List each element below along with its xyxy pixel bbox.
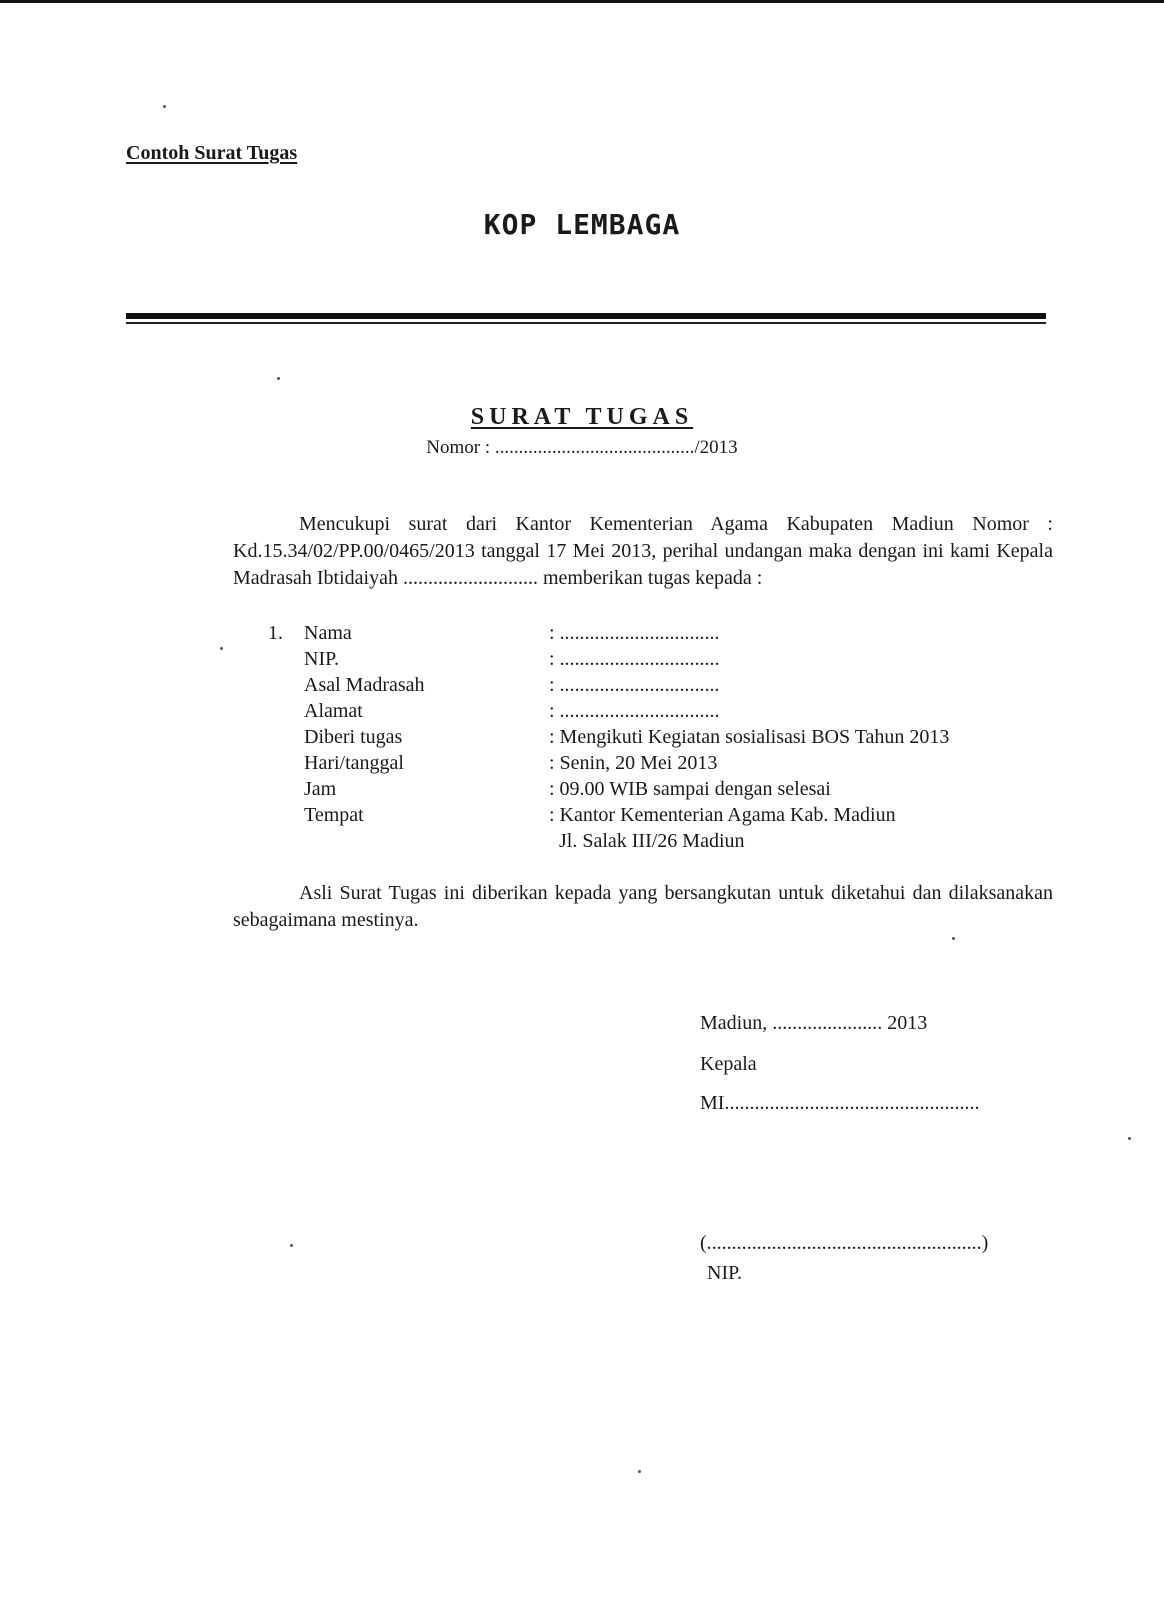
scan-speck bbox=[1128, 1137, 1131, 1140]
scan-speck bbox=[277, 377, 280, 380]
document-title: SURAT TUGAS bbox=[470, 404, 694, 430]
field-label: Diberi tugas bbox=[304, 726, 403, 748]
letterhead-rule-thick bbox=[126, 313, 1046, 319]
field-row-asal-madrasah bbox=[268, 672, 1028, 698]
field-label: Hari/tanggal bbox=[304, 752, 404, 774]
field-value: : ................................ bbox=[549, 648, 720, 670]
assignee-number: 1. bbox=[268, 622, 283, 644]
field-row-jam bbox=[268, 776, 1028, 802]
field-label: Nama bbox=[304, 622, 352, 644]
field-row-diberi-tugas bbox=[268, 724, 1028, 750]
field-value: : ................................ bbox=[549, 674, 720, 696]
field-value: : Kantor Kementerian Agama Kab. Madiun bbox=[549, 804, 896, 826]
intro-paragraph-text: Mencukupi surat dari Kantor Kementerian Agama Kabupaten Madiun Nomor : Kd.15.34/02/PP.00/0465/2013 tanggal 17 Mei 2013, perihal undangan maka dengan ini kami Kepala Madrasah Ibtidaiyah ........................... memberikan tugas kepada : bbox=[233, 513, 1053, 589]
field-label: Tempat bbox=[304, 804, 364, 826]
letterhead: KOP LEMBAGA bbox=[483, 208, 681, 241]
signature-institution: MI................................................... bbox=[700, 1092, 980, 1114]
field-value: : Mengikuti Kegiatan sosialisasi BOS Tahun 2013 bbox=[549, 726, 950, 748]
signature-nip: NIP. bbox=[707, 1262, 743, 1284]
field-row-hari-tanggal bbox=[268, 750, 1028, 776]
field-label bbox=[304, 828, 549, 854]
field-row-nip bbox=[268, 646, 1028, 672]
assignment-fields bbox=[268, 620, 1028, 854]
closing-paragraph-text: Asli Surat Tugas ini diberikan kepada yang bersangkutan untuk diketahui dan dilaksanakan sebagaimana mestinya. bbox=[233, 882, 1053, 931]
scan-speck bbox=[638, 1470, 641, 1473]
field-label: Jam bbox=[304, 778, 337, 800]
signature-position: Kepala bbox=[700, 1053, 757, 1075]
scan-top-edge bbox=[0, 0, 1164, 3]
field-label: NIP. bbox=[304, 648, 340, 670]
field-label: Alamat bbox=[304, 700, 363, 722]
field-row-nama bbox=[268, 620, 1028, 646]
letterhead-rule-thin bbox=[126, 322, 1046, 324]
field-label: Asal Madrasah bbox=[304, 674, 425, 696]
signature-place-date: Madiun, ...................... 2013 bbox=[700, 1012, 928, 1034]
field-value: : 09.00 WIB sampai dengan selesai bbox=[549, 778, 831, 800]
document-number: Nomor : ........................................../2013 bbox=[426, 437, 738, 458]
scan-speck bbox=[163, 105, 166, 108]
field-row-tempat-address bbox=[268, 828, 1028, 854]
field-row-tempat bbox=[268, 802, 1028, 828]
closing-paragraph bbox=[233, 880, 1053, 934]
scan-speck bbox=[220, 647, 223, 650]
scan-speck bbox=[290, 1244, 293, 1247]
field-value: Jl. Salak III/26 Madiun bbox=[549, 830, 745, 852]
field-value: : Senin, 20 Mei 2013 bbox=[549, 752, 718, 774]
intro-paragraph bbox=[233, 511, 1053, 592]
example-label: Contoh Surat Tugas bbox=[126, 142, 298, 164]
signature-name-placeholder: (.......................................................) bbox=[700, 1232, 989, 1254]
field-value: : ................................ bbox=[549, 622, 720, 644]
field-row-alamat bbox=[268, 698, 1028, 724]
field-value: : ................................ bbox=[549, 700, 720, 722]
scan-speck bbox=[952, 937, 955, 940]
